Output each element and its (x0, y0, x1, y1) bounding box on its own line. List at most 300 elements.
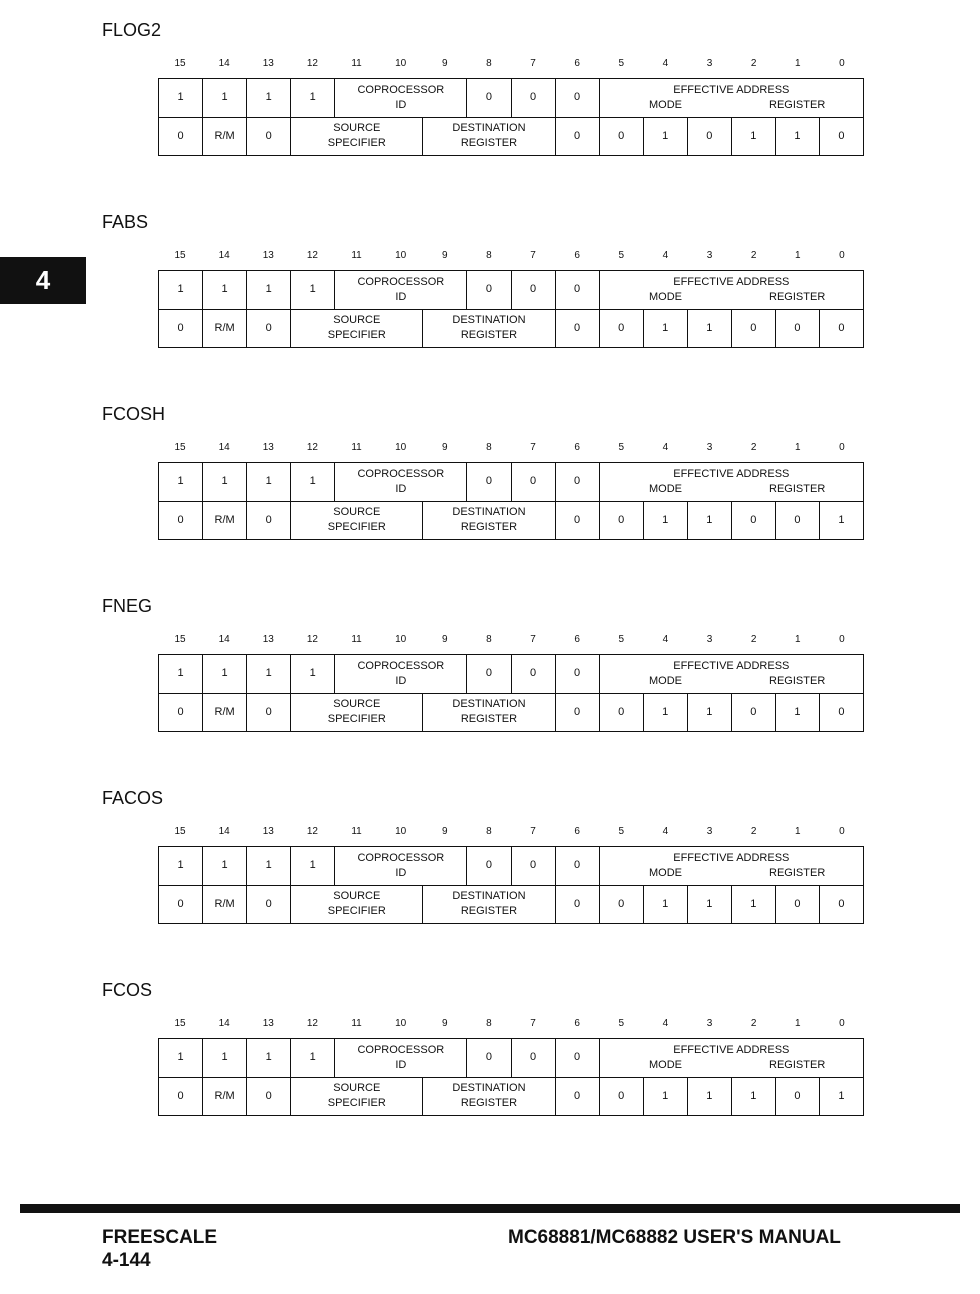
destination-register-field-text: DESTINATION (452, 698, 526, 711)
opcode-format-table (158, 78, 864, 156)
coprocessor-id-field-text: ID (395, 674, 407, 687)
coprocessor-id-field-text: COPROCESSOR (357, 467, 445, 480)
bit-cell: 0 (467, 1039, 511, 1078)
bit-number: 7 (530, 442, 536, 453)
bit-cell: 0 (159, 118, 203, 157)
bit-number: 7 (530, 250, 536, 261)
bit-number: 15 (174, 826, 186, 837)
bit-number: 0 (839, 250, 845, 261)
bit-cell: 1 (291, 1039, 335, 1078)
effective-address-label: EFFECTIVE ADDRESS (673, 1044, 790, 1056)
destination-register-field (423, 502, 555, 541)
bit-cell: 0 (467, 463, 511, 502)
bit-cell: 0 (512, 463, 556, 502)
bit-number: 13 (262, 442, 274, 453)
source-specifier-field-text: SPECIFIER (327, 521, 386, 534)
bit-cell: 1 (247, 1039, 291, 1078)
bit-number: 8 (486, 634, 492, 645)
opmode-bit-cell: 1 (644, 310, 688, 349)
effective-address-field (600, 1039, 864, 1078)
opmode-bit-cell: 1 (688, 310, 732, 349)
destination-register-field-text: DESTINATION (452, 890, 526, 903)
bit-cell: 0 (556, 886, 600, 925)
coprocessor-id-field-text: ID (395, 1058, 407, 1071)
footer-manual-title: MC68881/MC68882 USER'S MANUAL (508, 1227, 841, 1248)
bit-cell: 1 (159, 79, 203, 118)
ea-subfields (600, 866, 863, 881)
opmode-bit-cell: 0 (820, 118, 864, 157)
destination-register-field-text: REGISTER (460, 905, 518, 918)
bit-number: 14 (218, 250, 230, 261)
source-specifier-field (291, 694, 423, 733)
bit-cell: 1 (203, 847, 247, 886)
bit-number: 13 (262, 1018, 274, 1029)
bit-cell: 0 (512, 79, 556, 118)
bit-number: 13 (262, 634, 274, 645)
destination-register-field-text: REGISTER (460, 137, 518, 150)
bit-cell: 1 (159, 1039, 203, 1078)
register-label: REGISTER (769, 483, 826, 495)
source-specifier-field-text: SOURCE (333, 314, 381, 327)
bit-number: 11 (351, 634, 362, 645)
destination-register-field-text: REGISTER (460, 1097, 518, 1110)
bit-number: 2 (750, 442, 757, 453)
bit-cell: 0 (159, 694, 203, 733)
bit-number: 12 (306, 826, 318, 837)
bit-number: 4 (662, 826, 669, 837)
bit-cell: 0 (159, 502, 203, 541)
bit-number: 9 (442, 1018, 448, 1029)
opmode-bit-cell: 1 (644, 118, 688, 157)
bit-number: 0 (839, 634, 845, 645)
bit-cell: 1 (247, 847, 291, 886)
bit-number: 0 (839, 826, 845, 837)
bit-number: 3 (706, 634, 713, 645)
bit-number: 5 (618, 58, 625, 69)
bit-number: 6 (574, 1018, 580, 1029)
bit-cell: 0 (512, 271, 556, 310)
bit-number: 9 (442, 58, 448, 69)
bit-number: 14 (218, 1018, 230, 1029)
opmode-bit-cell: 1 (644, 502, 688, 541)
instruction-section (0, 404, 980, 574)
mode-label: MODE (648, 99, 682, 111)
opcode-format-table (158, 1038, 864, 1116)
bit-number: 6 (574, 634, 580, 645)
coprocessor-id-field-text: ID (395, 482, 407, 495)
bit-number: 6 (574, 250, 580, 261)
effective-address-field (600, 655, 864, 694)
bit-number: 13 (262, 826, 274, 837)
instruction-section (0, 980, 980, 1150)
bit-cell: 0 (556, 310, 600, 349)
bit-cell: 0 (556, 694, 600, 733)
effective-address-label: EFFECTIVE ADDRESS (673, 852, 790, 864)
opmode-bit-cell: 0 (600, 310, 644, 349)
bit-cell: 1 (159, 271, 203, 310)
opmode-bit-cell: 1 (644, 694, 688, 733)
destination-register-field (423, 1078, 555, 1117)
mode-label: MODE (648, 291, 682, 303)
bit-number: 9 (442, 826, 448, 837)
coprocessor-id-field (335, 847, 467, 886)
opmode-bit-cell: 0 (820, 694, 864, 733)
bit-number: 10 (395, 250, 407, 261)
bit-number: 4 (662, 1018, 669, 1029)
bit-number: 3 (706, 826, 713, 837)
mode-label: MODE (648, 867, 682, 879)
rm-bit-cell: R/M (203, 502, 247, 541)
bit-number: 1 (795, 250, 801, 261)
instruction-section (0, 20, 980, 190)
bit-number: 15 (174, 250, 186, 261)
opmode-bit-cell: 1 (732, 886, 776, 925)
bit-number: 13 (262, 58, 274, 69)
source-specifier-field (291, 886, 423, 925)
bit-number: 5 (618, 826, 625, 837)
bit-number: 13 (262, 250, 274, 261)
footer-left (102, 1226, 217, 1272)
coprocessor-id-field-text: COPROCESSOR (357, 851, 445, 864)
source-specifier-field-text: SOURCE (333, 890, 381, 903)
bit-number: 6 (574, 826, 580, 837)
opmode-bit-cell: 0 (820, 310, 864, 349)
bit-number: 7 (530, 826, 536, 837)
bit-cell: 1 (247, 463, 291, 502)
destination-register-field (423, 118, 555, 157)
opcode-format-table (158, 462, 864, 540)
bit-cell: 1 (159, 847, 203, 886)
bit-cell: 1 (247, 655, 291, 694)
bit-number: 14 (218, 826, 230, 837)
bit-cell: 0 (556, 463, 600, 502)
coprocessor-id-field (335, 1039, 467, 1078)
opmode-bit-cell: 1 (776, 118, 820, 157)
ea-subfields (600, 482, 863, 497)
source-specifier-field-text: SPECIFIER (327, 329, 386, 342)
bit-number: 8 (486, 826, 492, 837)
ea-subfields (600, 1058, 863, 1073)
bit-cell: 1 (203, 463, 247, 502)
bit-number: 6 (574, 58, 580, 69)
bit-number: 4 (662, 58, 669, 69)
opmode-bit-cell: 1 (688, 886, 732, 925)
bit-number: 0 (839, 1018, 845, 1029)
opmode-bit-cell: 0 (732, 694, 776, 733)
destination-register-field-text: REGISTER (460, 713, 518, 726)
bit-number-row (158, 250, 864, 264)
bit-cell: 0 (512, 1039, 556, 1078)
bit-number: 14 (218, 442, 230, 453)
effective-address-field (600, 463, 864, 502)
coprocessor-id-field (335, 271, 467, 310)
opmode-bit-cell: 0 (600, 118, 644, 157)
bit-number: 10 (395, 442, 407, 453)
instruction-title: FLOG2 (102, 20, 162, 40)
bit-number: 10 (395, 826, 407, 837)
bit-cell: 1 (203, 271, 247, 310)
source-specifier-field-text: SPECIFIER (327, 137, 386, 150)
destination-register-field (423, 694, 555, 733)
opmode-bit-cell: 1 (732, 118, 776, 157)
bit-number: 6 (574, 442, 580, 453)
bit-cell: 1 (203, 79, 247, 118)
bit-number: 1 (795, 442, 801, 453)
bit-cell: 1 (159, 463, 203, 502)
bit-cell: 1 (291, 79, 335, 118)
opmode-bit-cell: 1 (732, 1078, 776, 1117)
bit-number: 15 (174, 442, 186, 453)
coprocessor-id-field (335, 463, 467, 502)
destination-register-field (423, 310, 555, 349)
bit-cell: 0 (556, 655, 600, 694)
bit-number: 5 (618, 442, 625, 453)
bit-cell: 1 (291, 847, 335, 886)
destination-register-field-text: DESTINATION (452, 314, 526, 327)
bit-number: 1 (795, 634, 801, 645)
bit-number: 5 (618, 634, 625, 645)
bit-number-row (158, 1018, 864, 1032)
bit-number: 15 (174, 58, 186, 69)
bit-number: 0 (839, 58, 845, 69)
bit-cell: 1 (291, 463, 335, 502)
bit-cell: 0 (247, 886, 291, 925)
bit-cell: 0 (512, 655, 556, 694)
bit-number: 4 (662, 250, 669, 261)
source-specifier-field-text: SPECIFIER (327, 905, 386, 918)
bit-number-row (158, 826, 864, 840)
bit-cell: 0 (512, 847, 556, 886)
bit-number: 11 (351, 826, 362, 837)
register-label: REGISTER (769, 1059, 826, 1071)
bit-number: 12 (306, 634, 318, 645)
page-number: 4-144 (102, 1250, 151, 1271)
bit-number: 1 (795, 826, 801, 837)
opmode-bit-cell: 1 (644, 1078, 688, 1117)
opmode-bit-cell: 0 (776, 886, 820, 925)
instruction-section (0, 212, 980, 382)
opmode-bit-cell: 1 (820, 1078, 864, 1117)
bit-number-row (158, 58, 864, 72)
bit-number: 1 (795, 1018, 801, 1029)
bit-cell: 1 (159, 655, 203, 694)
coprocessor-id-field-text: ID (395, 290, 407, 303)
mode-label: MODE (648, 483, 682, 495)
coprocessor-id-field-text: ID (395, 98, 407, 111)
source-specifier-field (291, 502, 423, 541)
bit-cell: 0 (467, 271, 511, 310)
bit-number: 9 (442, 250, 448, 261)
bit-cell: 1 (291, 655, 335, 694)
opmode-bit-cell: 1 (688, 1078, 732, 1117)
bit-cell: 0 (556, 1078, 600, 1117)
bit-cell: 0 (556, 847, 600, 886)
instruction-title: FCOSH (102, 404, 165, 424)
bit-number: 0 (839, 442, 845, 453)
bit-cell: 0 (556, 1039, 600, 1078)
opmode-bit-cell: 0 (600, 886, 644, 925)
footer-rule (20, 1204, 960, 1213)
rm-bit-cell: R/M (203, 1078, 247, 1117)
bit-cell: 1 (203, 1039, 247, 1078)
effective-address-field (600, 79, 864, 118)
bit-number: 7 (530, 1018, 536, 1029)
register-label: REGISTER (769, 99, 826, 111)
bit-number: 3 (706, 58, 713, 69)
register-label: REGISTER (769, 867, 826, 879)
bit-number: 2 (750, 1018, 757, 1029)
bit-cell: 0 (556, 271, 600, 310)
chapter-tab-label: 4 (35, 265, 51, 295)
bit-number: 7 (530, 58, 536, 69)
opmode-bit-cell: 1 (688, 694, 732, 733)
bit-number: 8 (486, 1018, 492, 1029)
bit-number: 3 (706, 442, 713, 453)
coprocessor-id-field-text: COPROCESSOR (357, 659, 445, 672)
bit-cell: 0 (247, 118, 291, 157)
footer-publisher: FREESCALE (102, 1227, 218, 1248)
opmode-bit-cell: 0 (600, 1078, 644, 1117)
instruction-section (0, 788, 980, 958)
bit-cell: 0 (159, 310, 203, 349)
coprocessor-id-field-text: ID (395, 866, 407, 879)
destination-register-field-text: REGISTER (460, 521, 518, 534)
source-specifier-field (291, 118, 423, 157)
bit-number: 12 (306, 250, 318, 261)
bit-number: 1 (795, 58, 801, 69)
source-specifier-field (291, 1078, 423, 1117)
source-specifier-field-text: SOURCE (333, 122, 381, 135)
bit-number: 2 (750, 826, 757, 837)
rm-bit-cell: R/M (203, 886, 247, 925)
coprocessor-id-field-text: COPROCESSOR (357, 83, 445, 96)
bit-number-row (158, 442, 864, 456)
destination-register-field (423, 886, 555, 925)
destination-register-field-text: REGISTER (460, 329, 518, 342)
bit-number: 3 (706, 1018, 713, 1029)
bit-number: 2 (750, 58, 757, 69)
coprocessor-id-field-text: COPROCESSOR (357, 275, 445, 288)
source-specifier-field-text: SPECIFIER (327, 713, 386, 726)
ea-subfields (600, 98, 863, 113)
rm-bit-cell: R/M (203, 694, 247, 733)
bit-number: 14 (218, 634, 230, 645)
bit-cell: 0 (247, 1078, 291, 1117)
bit-number: 11 (351, 250, 362, 261)
coprocessor-id-field (335, 79, 467, 118)
source-specifier-field-text: SOURCE (333, 1082, 381, 1095)
source-specifier-field-text: SPECIFIER (327, 1097, 386, 1110)
bit-number: 5 (618, 250, 625, 261)
register-label: REGISTER (769, 675, 826, 687)
bit-number: 5 (618, 1018, 625, 1029)
bit-number: 12 (306, 1018, 318, 1029)
bit-cell: 0 (247, 694, 291, 733)
bit-cell: 0 (247, 310, 291, 349)
bit-number: 3 (706, 250, 713, 261)
bit-number: 4 (662, 442, 669, 453)
effective-address-label: EFFECTIVE ADDRESS (673, 660, 790, 672)
opcode-format-table (158, 846, 864, 924)
bit-number: 7 (530, 634, 536, 645)
opmode-bit-cell: 0 (776, 502, 820, 541)
opmode-bit-cell: 1 (820, 502, 864, 541)
bit-cell: 0 (556, 79, 600, 118)
bit-number: 15 (174, 634, 186, 645)
register-label: REGISTER (769, 291, 826, 303)
bit-number: 10 (395, 58, 407, 69)
coprocessor-id-field-text: COPROCESSOR (357, 1043, 445, 1056)
bit-number: 12 (306, 442, 318, 453)
bit-cell: 1 (247, 271, 291, 310)
bit-cell: 0 (159, 1078, 203, 1117)
opmode-bit-cell: 1 (776, 694, 820, 733)
coprocessor-id-field (335, 655, 467, 694)
effective-address-label: EFFECTIVE ADDRESS (673, 468, 790, 480)
instruction-title: FABS (102, 212, 149, 232)
opmode-bit-cell: 0 (600, 502, 644, 541)
bit-number: 9 (442, 442, 448, 453)
bit-cell: 0 (467, 79, 511, 118)
bit-number: 15 (174, 1018, 186, 1029)
bit-number: 14 (218, 58, 230, 69)
bit-number: 12 (306, 58, 318, 69)
opmode-bit-cell: 0 (600, 694, 644, 733)
effective-address-label: EFFECTIVE ADDRESS (673, 84, 790, 96)
destination-register-field-text: DESTINATION (452, 122, 526, 135)
bit-number: 11 (351, 58, 362, 69)
effective-address-label: EFFECTIVE ADDRESS (673, 276, 790, 288)
opmode-bit-cell: 0 (776, 1078, 820, 1117)
ea-subfields (600, 674, 863, 689)
instruction-title: FNEG (102, 596, 153, 616)
bit-number: 8 (486, 250, 492, 261)
bit-cell: 0 (247, 502, 291, 541)
bit-cell: 0 (467, 655, 511, 694)
opcode-format-table (158, 654, 864, 732)
bit-number: 10 (395, 1018, 407, 1029)
bit-cell: 0 (556, 118, 600, 157)
opmode-bit-cell: 1 (644, 886, 688, 925)
bit-cell: 1 (203, 655, 247, 694)
opmode-bit-cell: 0 (688, 118, 732, 157)
bit-cell: 0 (467, 847, 511, 886)
bit-number: 2 (750, 634, 757, 645)
source-specifier-field-text: SOURCE (333, 698, 381, 711)
source-specifier-field-text: SOURCE (333, 506, 381, 519)
ea-subfields (600, 290, 863, 305)
bit-number: 8 (486, 442, 492, 453)
bit-number: 4 (662, 634, 669, 645)
bit-cell: 0 (556, 502, 600, 541)
opmode-bit-cell: 0 (732, 310, 776, 349)
bit-number-row (158, 634, 864, 648)
rm-bit-cell: R/M (203, 118, 247, 157)
bit-number: 9 (442, 634, 448, 645)
bit-cell: 1 (247, 79, 291, 118)
instruction-title: FACOS (102, 788, 164, 808)
opmode-bit-cell: 0 (776, 310, 820, 349)
opcode-format-table (158, 270, 864, 348)
destination-register-field-text: DESTINATION (452, 1082, 526, 1095)
instruction-section (0, 596, 980, 766)
bit-cell: 1 (291, 271, 335, 310)
bit-number: 11 (351, 1018, 362, 1029)
bit-number: 11 (351, 442, 362, 453)
mode-label: MODE (648, 675, 682, 687)
destination-register-field-text: DESTINATION (452, 506, 526, 519)
source-specifier-field (291, 310, 423, 349)
